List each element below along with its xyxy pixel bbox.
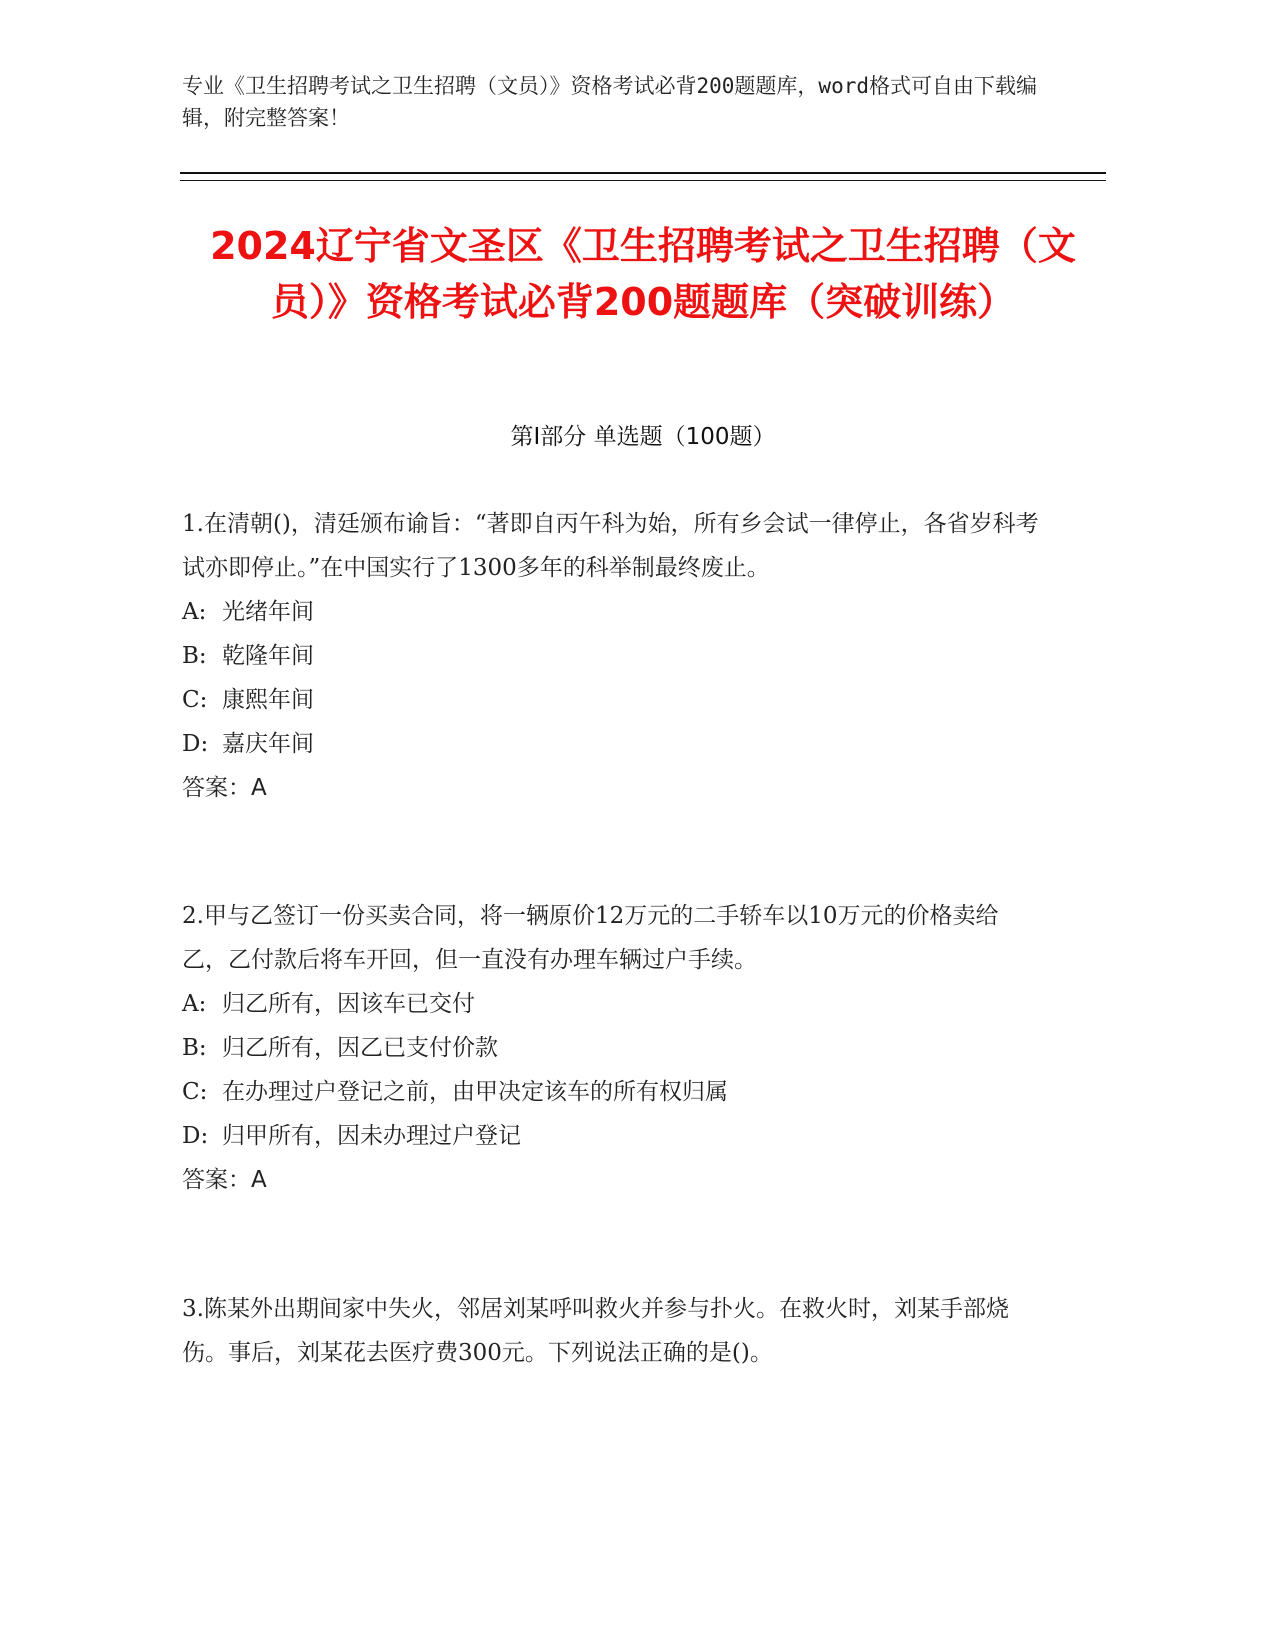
option-letter: A:: [182, 599, 207, 625]
question-2: [182, 894, 1042, 1202]
option-b: [182, 634, 1042, 678]
option-b: [182, 1026, 1042, 1070]
option-d: [182, 1114, 1042, 1158]
option-text: 归乙所有，因该车已交付: [222, 991, 475, 1017]
option-a: [182, 590, 1042, 634]
option-text: 乾隆年间: [222, 643, 314, 669]
option-letter: C:: [182, 687, 208, 713]
option-text: 嘉庆年间: [222, 731, 314, 757]
question-stem: 1.在清朝()，清廷颁布谕旨：“著即自丙午科为始，所有乡会试一律停止，各省岁科考试亦即停止。”在中国实行了1300多年的科举制最终废止。: [182, 511, 1039, 581]
question-stem: 3.陈某外出期间家中失火，邻居刘某呼叫救火并参与扑火。在救火时，刘某手部烧伤。事后，刘某花去医疗费300元。下列说法正确的是()。: [182, 1296, 1009, 1366]
option-letter: C:: [182, 1079, 208, 1105]
option-letter: A:: [182, 991, 207, 1017]
option-letter: B:: [182, 643, 207, 669]
header-note: 专业《卫生招聘考试之卫生招聘（文员）》资格考试必背200题题库，word格式可自由下载编辑，附完整答案！: [182, 74, 1037, 130]
option-c: [182, 1070, 1042, 1114]
question-1: [182, 502, 1042, 810]
section-heading: 第Ⅰ部分 单选题（100题）: [510, 424, 776, 450]
header-rule-thick: [180, 172, 1106, 174]
option-text: 光绪年间: [222, 599, 314, 625]
option-c: [182, 678, 1042, 722]
option-text: 归乙所有，因乙已支付价款: [222, 1035, 498, 1061]
option-letter: B:: [182, 1035, 207, 1061]
question-stem: 2.甲与乙签订一份买卖合同，将一辆原价12万元的二手轿车以10万元的价格卖给乙，乙付款后将车开回，但一直没有办理车辆过户手续。: [182, 903, 999, 973]
document-title: 2024辽宁省文圣区《卫生招聘考试之卫生招聘（文员）》资格考试必背200题题库（突破训练）: [210, 224, 1076, 324]
option-letter: D:: [182, 731, 209, 757]
option-text: 在办理过户登记之前，由甲决定该车的所有权归属: [222, 1079, 728, 1105]
option-d: [182, 722, 1042, 766]
header-rule-thin: [180, 180, 1106, 181]
answer-line: 答案：A: [182, 1167, 267, 1193]
option-text: 归甲所有，因未办理过户登记: [222, 1123, 521, 1149]
answer-line: 答案：A: [182, 775, 267, 801]
option-text: 康熙年间: [222, 687, 314, 713]
option-letter: D:: [182, 1123, 209, 1149]
question-3: [182, 1287, 1042, 1375]
option-a: [182, 982, 1042, 1026]
